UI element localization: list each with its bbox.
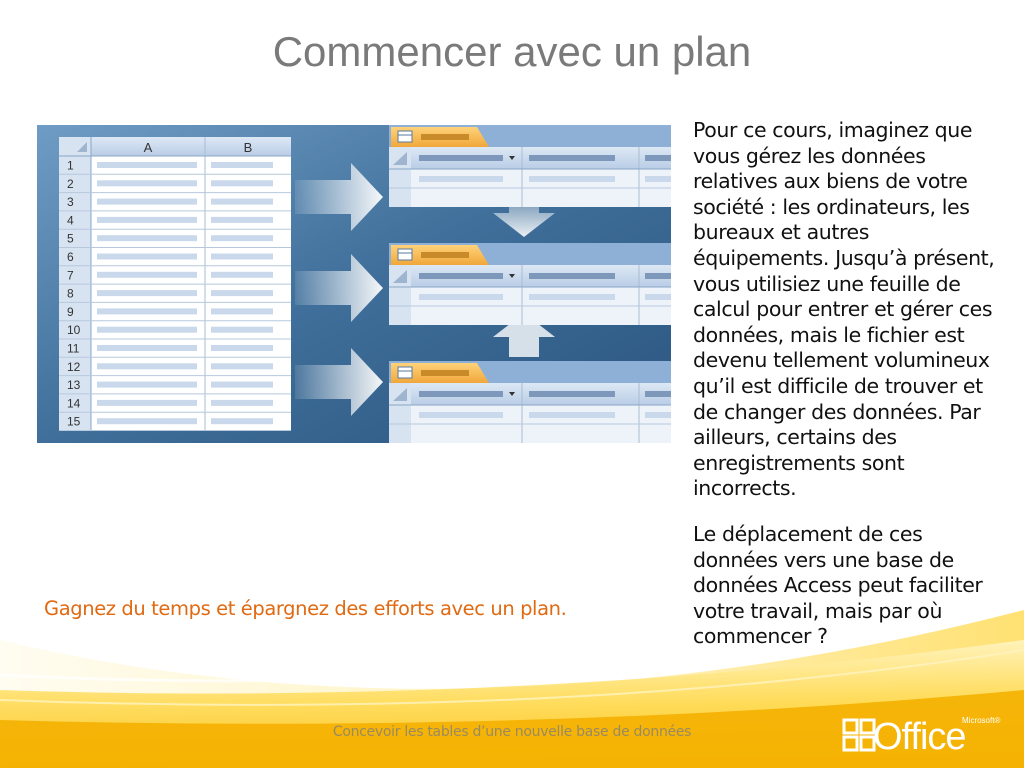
body-paragraph: Pour ce cours, imaginez que vous gérez les données relatives aux biens de votre société : les ordinateurs, les bureaux et autres équipements. Jusqu’à présent, vous utilisiez une feuille de calcul pour entrer et gérer ces données, mais le fichier est devenu tellement volumineux qu’il est difficile de trouver et de changer des données. Par ailleurs, certains des enregistrements sont incorrects. (693, 118, 995, 501)
row-number: 7 (67, 268, 74, 283)
spreadsheet-to-tables-illustration (37, 125, 671, 443)
row-number: 12 (67, 359, 81, 374)
footer-label: Concevoir les tables d’une nouvelle base de données (332, 724, 692, 740)
row-number: 9 (67, 304, 74, 319)
svg-text:B: B (243, 140, 253, 155)
microsoft-trademark: Microsoft® (962, 716, 1001, 725)
body-text (693, 118, 1011, 672)
table-window (389, 243, 671, 325)
row-number: 4 (67, 213, 74, 228)
row-number: 11 (67, 341, 80, 356)
table-window (389, 361, 671, 443)
body-paragraph: Le déplacement de ces données vers une base de données Access peut faciliter votre travail, mais par où commencer ? (693, 521, 983, 649)
caption: Gagnez du temps et épargnez des efforts avec un plan. (44, 597, 567, 620)
row-number: 13 (67, 378, 81, 393)
row-number: 14 (67, 396, 81, 411)
row-number: 1 (67, 158, 74, 173)
row-number: 2 (67, 176, 74, 191)
office-logo-text: Office (873, 716, 966, 758)
row-number: 10 (67, 323, 81, 338)
row-number: 15 (67, 414, 81, 429)
row-number: 6 (67, 250, 74, 264)
row-number: 5 (67, 231, 74, 246)
svg-text:A: A (143, 140, 153, 155)
table-window (389, 125, 671, 207)
spreadsheet-grid (59, 137, 291, 431)
slide-title: Commencer avec un plan (272, 28, 752, 75)
row-number: 3 (67, 195, 74, 210)
row-number: 8 (67, 286, 74, 301)
